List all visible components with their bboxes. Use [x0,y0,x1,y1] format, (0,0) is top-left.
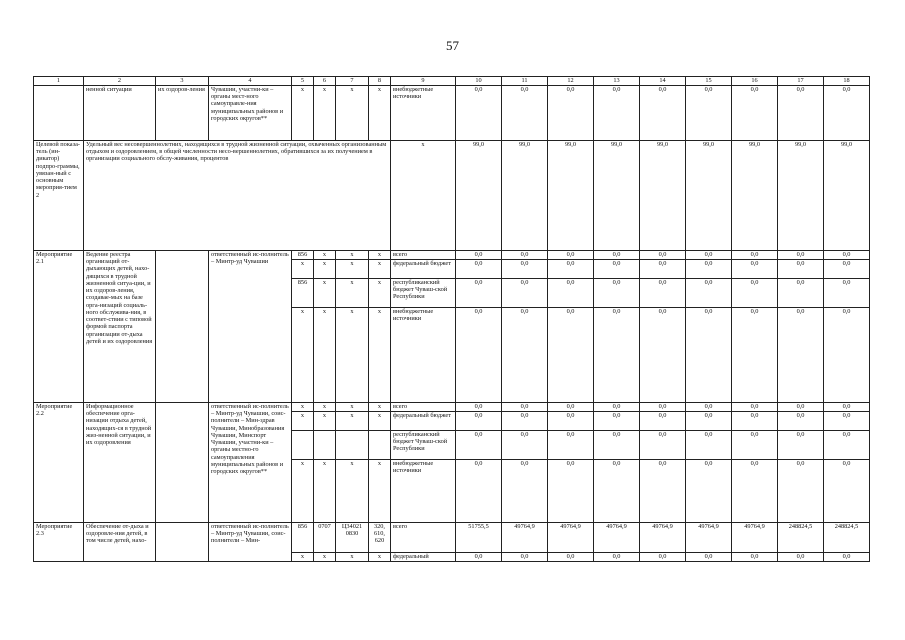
amount-cell: 0,0 [456,460,502,523]
indicator-value-cell: 99,0 [594,141,640,251]
section-code-cell: x [314,412,336,431]
column-number: 12 [548,77,594,86]
amount-cell: 0,0 [732,251,778,260]
amount-cell: 0,0 [686,403,732,412]
amount-cell: 0,0 [456,279,502,308]
continuation-row [34,86,870,141]
indicator-value-cell: 99,0 [778,141,824,251]
section-code-cell: x [314,86,336,141]
funding-source-cell: внебюджетные источники [391,86,456,141]
expense-type-cell: x [369,279,391,308]
indicator-text-cell: Удельный вес несовершеннолетних, находящихся в трудной жизненной ситуации, охваченных организованным отдыхом и оздоровлением, в общей численности несо-вершеннолетних, обратившихся за их получением в организации социального обслу-живания, процентов [84,141,391,251]
amount-cell: 0,0 [778,279,824,308]
responsible-cell: ответственный ис-полнитель – Минтр-уд Чувашии, соис-полнители – Мин- [209,523,292,562]
amount-cell: 248824,5 [778,523,824,553]
amount-cell: 0,0 [548,412,594,431]
budget-code-cell: x [292,403,314,412]
empty-cell [34,86,84,141]
amount-cell: 0,0 [594,251,640,260]
column-number: 18 [824,77,870,86]
indicator-value-cell: 99,0 [456,141,502,251]
column-number: 4 [209,77,292,86]
amount-cell: 0,0 [548,308,594,403]
amount-cell: 0,0 [640,260,686,279]
amount-cell: 49764,9 [502,523,548,553]
budget-code-cell: x [292,260,314,279]
funding-source-cell: федеральный [391,553,456,562]
amount-cell: 0,0 [824,279,870,308]
amount-cell: 0,0 [456,431,502,460]
section-code-cell [314,431,336,460]
amount-cell: 0,0 [686,431,732,460]
target-code-cell: x [336,260,369,279]
amount-cell: 0,0 [824,412,870,431]
amount-cell: 0,0 [778,86,824,141]
indicator-value-cell: 99,0 [548,141,594,251]
measure-name-cell: Ведение реестра организаций от-дыхающих детей, нахо-дящихся в трудной жизненной ситуа-ции, и их оздоров-ления, создавае-мых на базе орга-низаций социаль-ного обслужива-ния, в соответ-ствии с типовой формой паспорта организации от-дыха детей и их оздоровления [84,251,156,403]
amount-cell: 0,0 [456,308,502,403]
target-code-cell: x [336,412,369,431]
column-number: 11 [502,77,548,86]
amount-cell: 0,0 [548,260,594,279]
target-code-cell: x [336,403,369,412]
expense-type-cell: x [369,460,391,523]
responsible-cell: ответственный ис-полнитель – Минтр-уд Чувашии, соис-полнители – Мин-здрав Чувашии, Минобразования Чувашии, Минспорт Чувашии, участни-ки – органы местно-го самоуправления муниципальных районов и городских округов** [209,403,292,523]
amount-cell: 0,0 [502,460,548,523]
measure-label-cell: Мероприятие 2.1 [34,251,84,403]
indicator-value-cell: 99,0 [686,141,732,251]
section-code-cell: x [314,403,336,412]
amount-cell: 0,0 [640,553,686,562]
amount-cell: 0,0 [686,251,732,260]
amount-cell: 0,0 [456,260,502,279]
budget-code-cell: x [292,553,314,562]
amount-cell: 0,0 [594,460,640,523]
amount-cell: 0,0 [824,251,870,260]
expense-type-cell [369,431,391,460]
responsible-cell: ответственный ис-полнитель – Минтр-уд Чувашии [209,251,292,403]
amount-cell: 0,0 [686,553,732,562]
expense-type-cell: x [369,553,391,562]
amount-cell: 0,0 [502,260,548,279]
column-number: 17 [778,77,824,86]
section-code-cell: x [314,260,336,279]
amount-cell: 0,0 [456,553,502,562]
amount-cell: 0,0 [502,86,548,141]
funding-source-cell: республиканский бюджет Чуваш-ской Республики [391,431,456,460]
indicator-value-cell: 99,0 [502,141,548,251]
budget-table [33,76,870,562]
funding-source-cell: внебюджетные источники [391,460,456,523]
budget-code-cell: x [292,460,314,523]
amount-cell: 0,0 [686,86,732,141]
amount-cell: 0,0 [824,403,870,412]
indicator-x-cell: x [391,141,456,251]
amount-cell: 0,0 [456,251,502,260]
amount-cell: 0,0 [732,553,778,562]
amount-cell: 0,0 [778,251,824,260]
column-number: 3 [156,77,209,86]
funding-source-cell: всего [391,403,456,412]
amount-cell: 0,0 [732,431,778,460]
amount-cell: 49764,9 [548,523,594,553]
budget-code-cell: x [292,412,314,431]
amount-cell: 0,0 [594,412,640,431]
expense-type-cell: x [369,308,391,403]
empty-cell [156,523,209,562]
column-number: 9 [391,77,456,86]
amount-cell: 0,0 [778,553,824,562]
budget-code-cell: 856 [292,523,314,553]
section-code-cell: x [314,251,336,260]
amount-cell: 49764,9 [594,523,640,553]
target-code-cell: x [336,279,369,308]
amount-cell: 49764,9 [640,523,686,553]
amount-cell: 0,0 [548,553,594,562]
amount-cell: 0,0 [502,251,548,260]
measure-row [34,523,870,553]
amount-cell: 0,0 [548,86,594,141]
amount-cell: 0,0 [824,86,870,141]
amount-cell: 0,0 [686,460,732,523]
target-code-cell [336,431,369,460]
section-code-cell: x [314,279,336,308]
amount-cell: 0,0 [640,460,686,523]
amount-cell: 0,0 [502,279,548,308]
funding-source-cell: федеральный бюджет [391,260,456,279]
amount-cell: 248824,5 [824,523,870,553]
amount-cell: 0,0 [594,553,640,562]
amount-cell: 0,0 [778,431,824,460]
section-code-cell: x [314,553,336,562]
amount-cell: 0,0 [824,260,870,279]
measure-name-cell: Информационное обеспечение орга-низации отдыха детей, находящих-ся в трудной жиз-ненной ситуации, и их оздоровления [84,403,156,523]
indicator-row [34,141,870,251]
amount-cell: 0,0 [502,412,548,431]
amount-cell: 0,0 [640,279,686,308]
amount-cell: 0,0 [640,403,686,412]
amount-cell: 0,0 [594,431,640,460]
column-number: 13 [594,77,640,86]
expense-type-cell: x [369,251,391,260]
target-code-cell: x [336,308,369,403]
amount-cell: 0,0 [640,86,686,141]
amount-cell: 0,0 [502,431,548,460]
budget-code-cell: x [292,86,314,141]
column-number: 14 [640,77,686,86]
column-number: 7 [336,77,369,86]
amount-cell: 0,0 [456,412,502,431]
amount-cell: 51755,5 [456,523,502,553]
expense-type-cell: 320, 610, 620 [369,523,391,553]
amount-cell: 0,0 [732,86,778,141]
funding-source-cell: республиканский бюджет Чуваш-ской Республики [391,279,456,308]
amount-cell: 0,0 [778,403,824,412]
expense-type-cell: x [369,260,391,279]
indicator-value-cell: 99,0 [732,141,778,251]
amount-cell: 0,0 [778,308,824,403]
amount-cell: 0,0 [640,412,686,431]
column-number: 15 [686,77,732,86]
column-number: 16 [732,77,778,86]
funding-source-cell: внебюджетные источники [391,308,456,403]
amount-cell: 0,0 [640,308,686,403]
amount-cell: 0,0 [824,460,870,523]
amount-cell: 0,0 [594,403,640,412]
column-number: 1 [34,77,84,86]
measure-result-cell: их оздоров-ления [156,86,209,141]
indicator-value-cell: 99,0 [640,141,686,251]
section-code-cell: x [314,308,336,403]
target-code-cell: x [336,460,369,523]
page-number: 57 [446,38,459,53]
budget-code-cell: x [292,308,314,403]
expense-type-cell: x [369,86,391,141]
measure-name-cell: Обеспечение от-дыха и оздоровле-ния детей, в том числе детей, нахо- [84,523,156,562]
amount-cell: 0,0 [594,260,640,279]
amount-cell: 0,0 [686,260,732,279]
empty-cell [156,403,209,523]
amount-cell: 0,0 [732,308,778,403]
amount-cell: 0,0 [502,553,548,562]
amount-cell: 0,0 [686,308,732,403]
amount-cell: 0,0 [732,403,778,412]
funding-source-cell: федеральный бюджет [391,412,456,431]
amount-cell: 0,0 [502,308,548,403]
amount-cell: 0,0 [732,279,778,308]
target-code-cell: x [336,251,369,260]
amount-cell: 0,0 [778,260,824,279]
header-row [34,77,870,86]
funding-source-cell: всего [391,251,456,260]
expense-type-cell: x [369,412,391,431]
budget-code-cell: 856 [292,251,314,260]
empty-cell [156,251,209,403]
amount-cell: 0,0 [640,431,686,460]
amount-cell: 0,0 [732,412,778,431]
responsible-cell: Чувашии, участни-ки – органы мест-ного самоуправле-ния муниципальных районов и городских округов** [209,86,292,141]
funding-source-cell: всего [391,523,456,553]
amount-cell: 0,0 [686,412,732,431]
amount-cell: 0,0 [456,86,502,141]
amount-cell: 0,0 [548,279,594,308]
measure-name-cell: ненной ситуации [84,86,156,141]
amount-cell: 0,0 [686,279,732,308]
measure-label-cell: Мероприятие 2.3 [34,523,84,562]
measure-row [34,403,870,412]
amount-cell: 0,0 [548,251,594,260]
amount-cell: 0,0 [824,431,870,460]
amount-cell: 0,0 [824,553,870,562]
measure-label-cell: Мероприятие 2.2 [34,403,84,523]
amount-cell: 0,0 [456,403,502,412]
target-code-cell: x [336,553,369,562]
section-code-cell: x [314,460,336,523]
target-code-cell: Ц34021 0830 [336,523,369,553]
budget-code-cell: 856 [292,279,314,308]
section-code-cell: 0707 [314,523,336,553]
amount-cell: 49764,9 [686,523,732,553]
amount-cell: 0,0 [594,86,640,141]
column-number: 5 [292,77,314,86]
amount-cell: 0,0 [502,403,548,412]
amount-cell: 0,0 [824,308,870,403]
amount-cell: 0,0 [594,279,640,308]
budget-code-cell [292,431,314,460]
amount-cell: 0,0 [778,460,824,523]
amount-cell: 49764,9 [732,523,778,553]
amount-cell: 0,0 [640,251,686,260]
amount-cell: 0,0 [732,260,778,279]
indicator-value-cell: 99,0 [824,141,870,251]
column-number: 10 [456,77,502,86]
column-number: 8 [369,77,391,86]
column-number: 6 [314,77,336,86]
amount-cell: 0,0 [548,431,594,460]
amount-cell: 0,0 [594,308,640,403]
column-number: 2 [84,77,156,86]
amount-cell: 0,0 [778,412,824,431]
amount-cell: 0,0 [548,460,594,523]
target-code-cell: x [336,86,369,141]
measure-row [34,251,870,260]
indicator-label-cell: Целевой показа-тель (ин-дикатор) подпро-граммы, увязан-ный с основным мероприя-тием 2 [34,141,84,251]
amount-cell: 0,0 [548,403,594,412]
amount-cell: 0,0 [732,460,778,523]
expense-type-cell: x [369,403,391,412]
